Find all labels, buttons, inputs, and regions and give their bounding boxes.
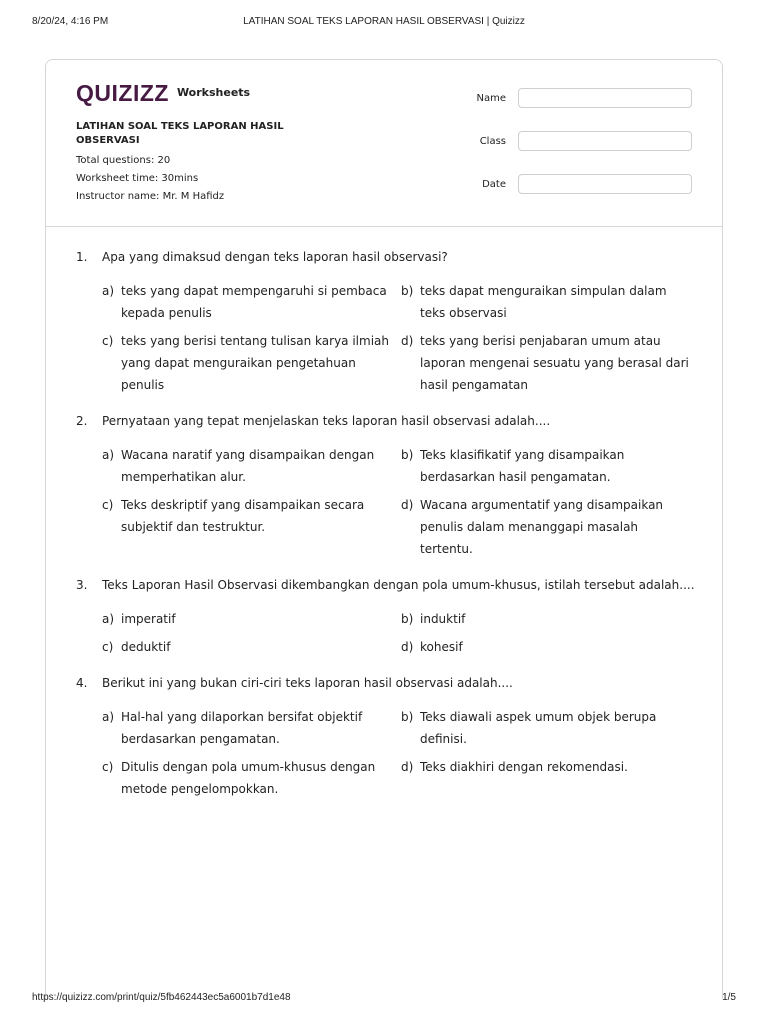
option-letter: d) bbox=[401, 640, 414, 654]
brand-subtitle: Worksheets bbox=[176, 85, 251, 99]
question bbox=[76, 574, 702, 658]
option-letter: c) bbox=[102, 760, 114, 774]
option-letter: c) bbox=[102, 498, 114, 512]
print-url[interactable]: https://quizizz.com/print/quiz/5fb462443ec5a6001b7d1e48 bbox=[32, 992, 291, 1003]
option bbox=[401, 706, 702, 750]
question-text: Teks Laporan Hasil Observasi dikembangkan dengan pola umum-khusus, istilah tersebut adalah.... bbox=[102, 578, 695, 592]
option-text: Teks deskriptif yang disampaikan secara subjektif dan testruktur. bbox=[121, 498, 365, 534]
option-text: Ditulis dengan pola umum-khusus dengan metode pengelompokkan. bbox=[121, 760, 376, 796]
page-number: 1/5 bbox=[722, 992, 736, 1003]
class-field[interactable] bbox=[518, 131, 692, 151]
worksheet bbox=[45, 59, 723, 999]
date-label: Date bbox=[482, 178, 506, 190]
option-text: Hal-hal yang dilaporkan bersifat objektif berdasarkan pengamatan. bbox=[121, 710, 363, 746]
option-text: Teks klasifikatif yang disampaikan berdasarkan hasil pengamatan. bbox=[420, 448, 625, 484]
name-label: Name bbox=[476, 92, 506, 104]
date-row bbox=[466, 174, 692, 194]
option bbox=[102, 494, 401, 560]
option bbox=[102, 706, 401, 750]
option-letter: b) bbox=[401, 612, 414, 626]
question-number: 3. bbox=[76, 578, 88, 592]
class-label: Class bbox=[479, 135, 506, 147]
question-text: Pernyataan yang tepat menjelaskan teks laporan hasil observasi adalah.... bbox=[102, 414, 551, 428]
quizizz-logo: QUIZIZZ bbox=[76, 80, 169, 106]
question bbox=[76, 410, 702, 560]
option-letter: d) bbox=[401, 334, 414, 348]
option bbox=[102, 444, 401, 488]
option bbox=[102, 330, 401, 396]
options bbox=[102, 608, 702, 658]
worksheet-time: Worksheet time: 30mins bbox=[76, 173, 199, 184]
question bbox=[76, 672, 702, 800]
option bbox=[401, 608, 702, 630]
option bbox=[401, 330, 702, 396]
option-text: teks yang berisi tentang tulisan karya ilmiah yang dapat menguraikan pengetahuan penulis bbox=[121, 334, 390, 392]
option bbox=[401, 636, 702, 658]
option-letter: a) bbox=[102, 448, 115, 462]
option-text: Wacana argumentatif yang disampaikan penulis dalam menanggapi masalah tertentu. bbox=[420, 498, 664, 556]
option-letter: c) bbox=[102, 334, 114, 348]
question-text: Berikut ini yang bukan ciri-ciri teks laporan hasil observasi adalah.... bbox=[102, 676, 513, 690]
option bbox=[102, 608, 401, 630]
option bbox=[401, 444, 702, 488]
option bbox=[401, 494, 702, 560]
question bbox=[76, 246, 702, 396]
date-field[interactable] bbox=[518, 174, 692, 194]
option-text: Wacana naratif yang disampaikan dengan memperhatikan alur. bbox=[121, 448, 375, 484]
options bbox=[102, 280, 702, 396]
print-page-title: LATIHAN SOAL TEKS LAPORAN HASIL OBSERVASI | Quizizz bbox=[243, 16, 525, 27]
options bbox=[102, 706, 702, 800]
option-text: induktif bbox=[420, 612, 466, 626]
option bbox=[401, 756, 702, 800]
option-text: Teks diawali aspek umum objek berupa definisi. bbox=[420, 710, 657, 746]
brand bbox=[76, 80, 250, 106]
question-number: 1. bbox=[76, 250, 88, 264]
option bbox=[102, 280, 401, 324]
option-text: kohesif bbox=[420, 640, 463, 654]
print-footer bbox=[32, 992, 736, 1006]
quiz-title: LATIHAN SOAL TEKS LAPORAN HASIL OBSERVASI bbox=[76, 121, 284, 146]
print-header bbox=[32, 16, 736, 30]
options bbox=[102, 444, 702, 560]
option-text: deduktif bbox=[121, 640, 171, 654]
option-text: teks dapat menguraikan simpulan dalam teks observasi bbox=[420, 284, 667, 320]
class-row bbox=[466, 131, 692, 151]
option bbox=[102, 636, 401, 658]
question-number: 4. bbox=[76, 676, 88, 690]
total-questions: Total questions: 20 bbox=[76, 155, 171, 166]
option-letter: b) bbox=[401, 448, 414, 462]
option-letter: d) bbox=[401, 760, 414, 774]
option-letter: a) bbox=[102, 612, 115, 626]
question-text: Apa yang dimaksud dengan teks laporan hasil observasi? bbox=[102, 250, 448, 264]
option-letter: a) bbox=[102, 284, 115, 298]
option bbox=[401, 280, 702, 324]
option-letter: d) bbox=[401, 498, 414, 512]
option-letter: c) bbox=[102, 640, 114, 654]
option-letter: b) bbox=[401, 710, 414, 724]
option-text: Teks diakhiri dengan rekomendasi. bbox=[420, 760, 628, 774]
question-list bbox=[76, 246, 702, 814]
option-text: teks yang dapat mempengaruhi si pembaca kepada penulis bbox=[121, 284, 387, 320]
option bbox=[102, 756, 401, 800]
name-row bbox=[466, 88, 692, 108]
name-field[interactable] bbox=[518, 88, 692, 108]
option-text: imperatif bbox=[121, 612, 176, 626]
instructor-name: Instructor name: Mr. M Hafidz bbox=[76, 191, 225, 202]
option-text: teks yang berisi penjabaran umum atau laporan mengenai sesuatu yang berasal dari hasil pengamatan bbox=[420, 334, 689, 392]
option-letter: a) bbox=[102, 710, 115, 724]
worksheet-header bbox=[46, 60, 722, 227]
option-letter: b) bbox=[401, 284, 414, 298]
worksheet-meta bbox=[76, 120, 296, 206]
print-datetime: 8/20/24, 4:16 PM bbox=[32, 16, 109, 27]
question-number: 2. bbox=[76, 414, 88, 428]
